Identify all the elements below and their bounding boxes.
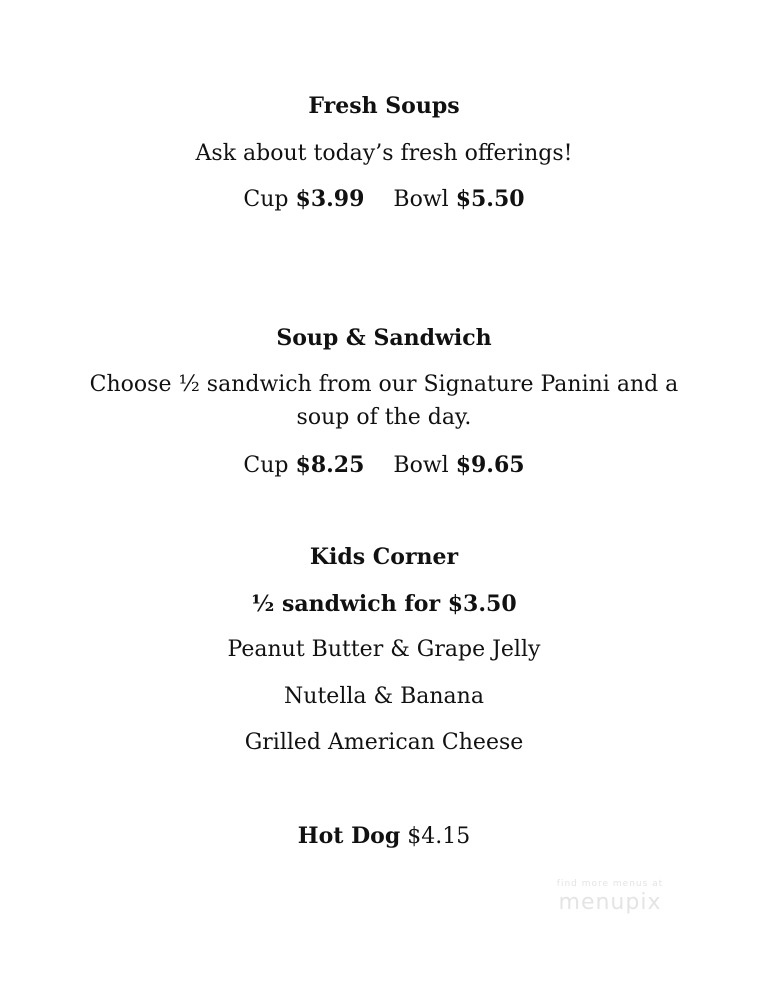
fresh-soups-description: Ask about today’s fresh offerings! [195, 141, 573, 166]
fresh-soups-title: Fresh Soups [308, 93, 460, 119]
soup-sandwich-description-line1: Choose ½ sandwich from our Signature Panini and a [89, 372, 679, 397]
fresh-soups-cup-price: $3.99 [295, 186, 365, 212]
fresh-soups-cup-label: Cup [243, 187, 289, 212]
soup-sandwich-cup-price: $8.25 [295, 452, 365, 478]
kids-corner-item: Nutella & Banana [284, 684, 484, 709]
menupix-watermark [530, 878, 690, 916]
fresh-soups-prices [0, 184, 768, 215]
soup-sandwich-prices [0, 450, 768, 481]
hot-dog-label: Hot Dog [297, 823, 401, 849]
soup-sandwich-title: Soup & Sandwich [276, 325, 492, 351]
watermark-logo: menupix [558, 890, 662, 915]
kids-corner-subtitle: ½ sandwich for $3.50 [251, 591, 517, 617]
soup-sandwich-description-line2: soup of the day. [296, 405, 472, 430]
fresh-soups-bowl-label: Bowl [393, 187, 449, 212]
hot-dog-price: $4.15 [407, 824, 471, 849]
kids-corner-title: Kids Corner [309, 544, 459, 570]
soup-sandwich-bowl-label: Bowl [393, 453, 449, 478]
kids-corner-item: Peanut Butter & Grape Jelly [227, 637, 541, 662]
soup-sandwich-bowl-price: $9.65 [455, 452, 525, 478]
fresh-soups-bowl-price: $5.50 [455, 186, 525, 212]
watermark-tagline: find more menus at [556, 879, 664, 889]
kids-corner-item: Grilled American Cheese [244, 730, 524, 755]
hot-dog-line [0, 821, 768, 852]
soup-sandwich-cup-label: Cup [243, 453, 289, 478]
